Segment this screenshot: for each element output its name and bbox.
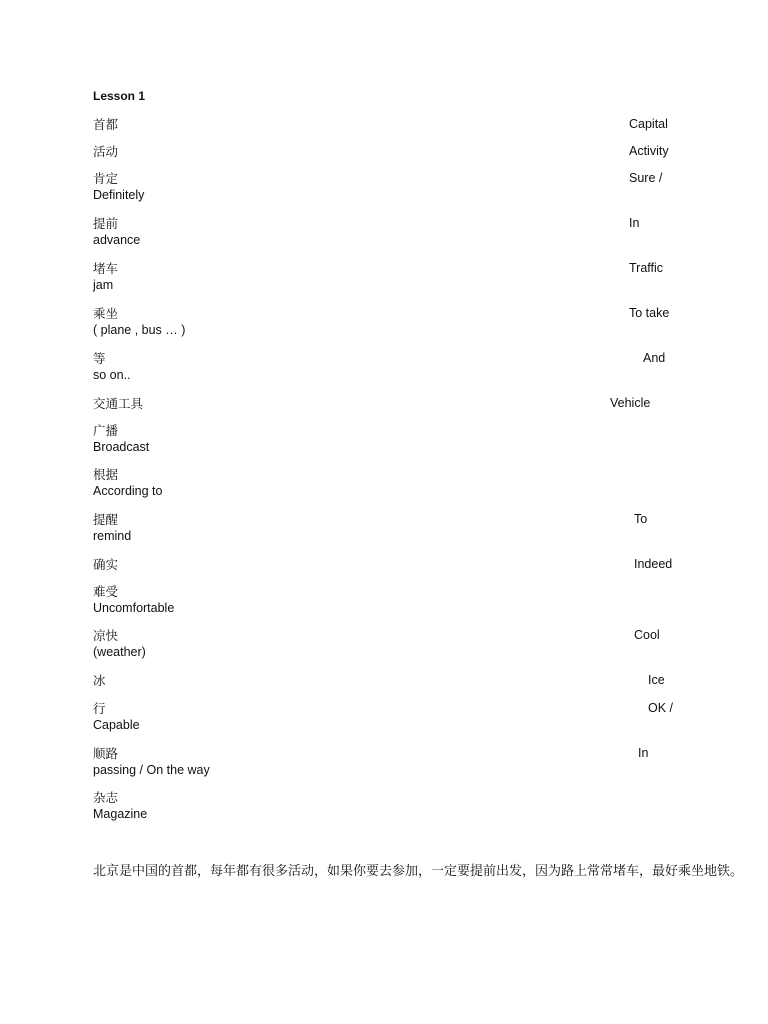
vocab-hanzi: 提醒 <box>93 512 119 527</box>
vocab-meaning-continued: passing / On the way <box>93 763 210 777</box>
vocab-meaning: Indeed <box>634 557 673 571</box>
vocab-meaning-continued: Magazine <box>93 807 148 821</box>
vocab-hanzi: 冰 <box>93 673 106 688</box>
vocab-meaning: OK / <box>648 701 674 715</box>
vocab-meaning: Capital <box>629 117 668 131</box>
vocab-hanzi: 肯定 <box>93 171 119 186</box>
vocab-hanzi: 根据 <box>93 467 119 482</box>
vocab-meaning-continued: Definitely <box>93 188 145 202</box>
vocab-hanzi: 交通工具 <box>93 396 144 411</box>
vocab-meaning: Activity <box>629 144 669 158</box>
vocab-hanzi: 顺路 <box>93 746 119 761</box>
vocab-hanzi: 杂志 <box>93 790 119 805</box>
vocab-hanzi: 堵车 <box>93 261 119 276</box>
vocab-hanzi: 活动 <box>93 144 119 159</box>
vocab-meaning-continued: (weather) <box>93 645 146 659</box>
vocab-meaning-continued: advance <box>93 233 141 247</box>
vocab-hanzi: 等 <box>93 351 106 366</box>
vocab-hanzi: 首都 <box>93 117 119 132</box>
vocab-meaning: Sure / <box>629 171 663 185</box>
vocab-meaning-continued: jam <box>93 278 114 292</box>
vocab-meaning-continued: Broadcast <box>93 440 150 454</box>
vocab-hanzi: 广播 <box>93 423 119 438</box>
vocab-meaning: Cool <box>634 628 660 642</box>
vocab-meaning-continued: Uncomfortable <box>93 601 175 615</box>
vocab-meaning-continued: remind <box>93 529 132 543</box>
vocab-meaning: Vehicle <box>610 396 651 410</box>
vocab-meaning-continued: ( plane , bus … ) <box>93 323 186 337</box>
lesson-title: Lesson 1 <box>93 89 146 103</box>
chinese-paragraph: 北京是中国的首都，每年都有很多活动，如果你要去参加，一定要提前出发，因为路上常常堵车，最好乘坐地铁。 <box>93 864 744 879</box>
vocab-meaning: In <box>638 746 649 760</box>
vocab-meaning: In <box>629 216 640 230</box>
vocab-hanzi: 提前 <box>93 216 119 231</box>
vocab-meaning: And <box>643 351 666 365</box>
vocab-meaning-continued: According to <box>93 484 163 498</box>
vocab-meaning: Traffic <box>629 261 664 275</box>
vocab-meaning-continued: Capable <box>93 718 140 732</box>
vocab-meaning: To take <box>629 306 670 320</box>
vocab-hanzi: 行 <box>93 701 106 716</box>
vocab-hanzi: 难受 <box>93 584 119 599</box>
vocab-hanzi: 乘坐 <box>93 306 119 321</box>
vocab-hanzi: 凉快 <box>93 628 119 643</box>
vocab-hanzi: 确实 <box>93 557 119 572</box>
vocab-meaning-continued: so on.. <box>93 368 131 382</box>
vocab-meaning: To <box>634 512 648 526</box>
vocab-meaning: Ice <box>648 673 665 687</box>
